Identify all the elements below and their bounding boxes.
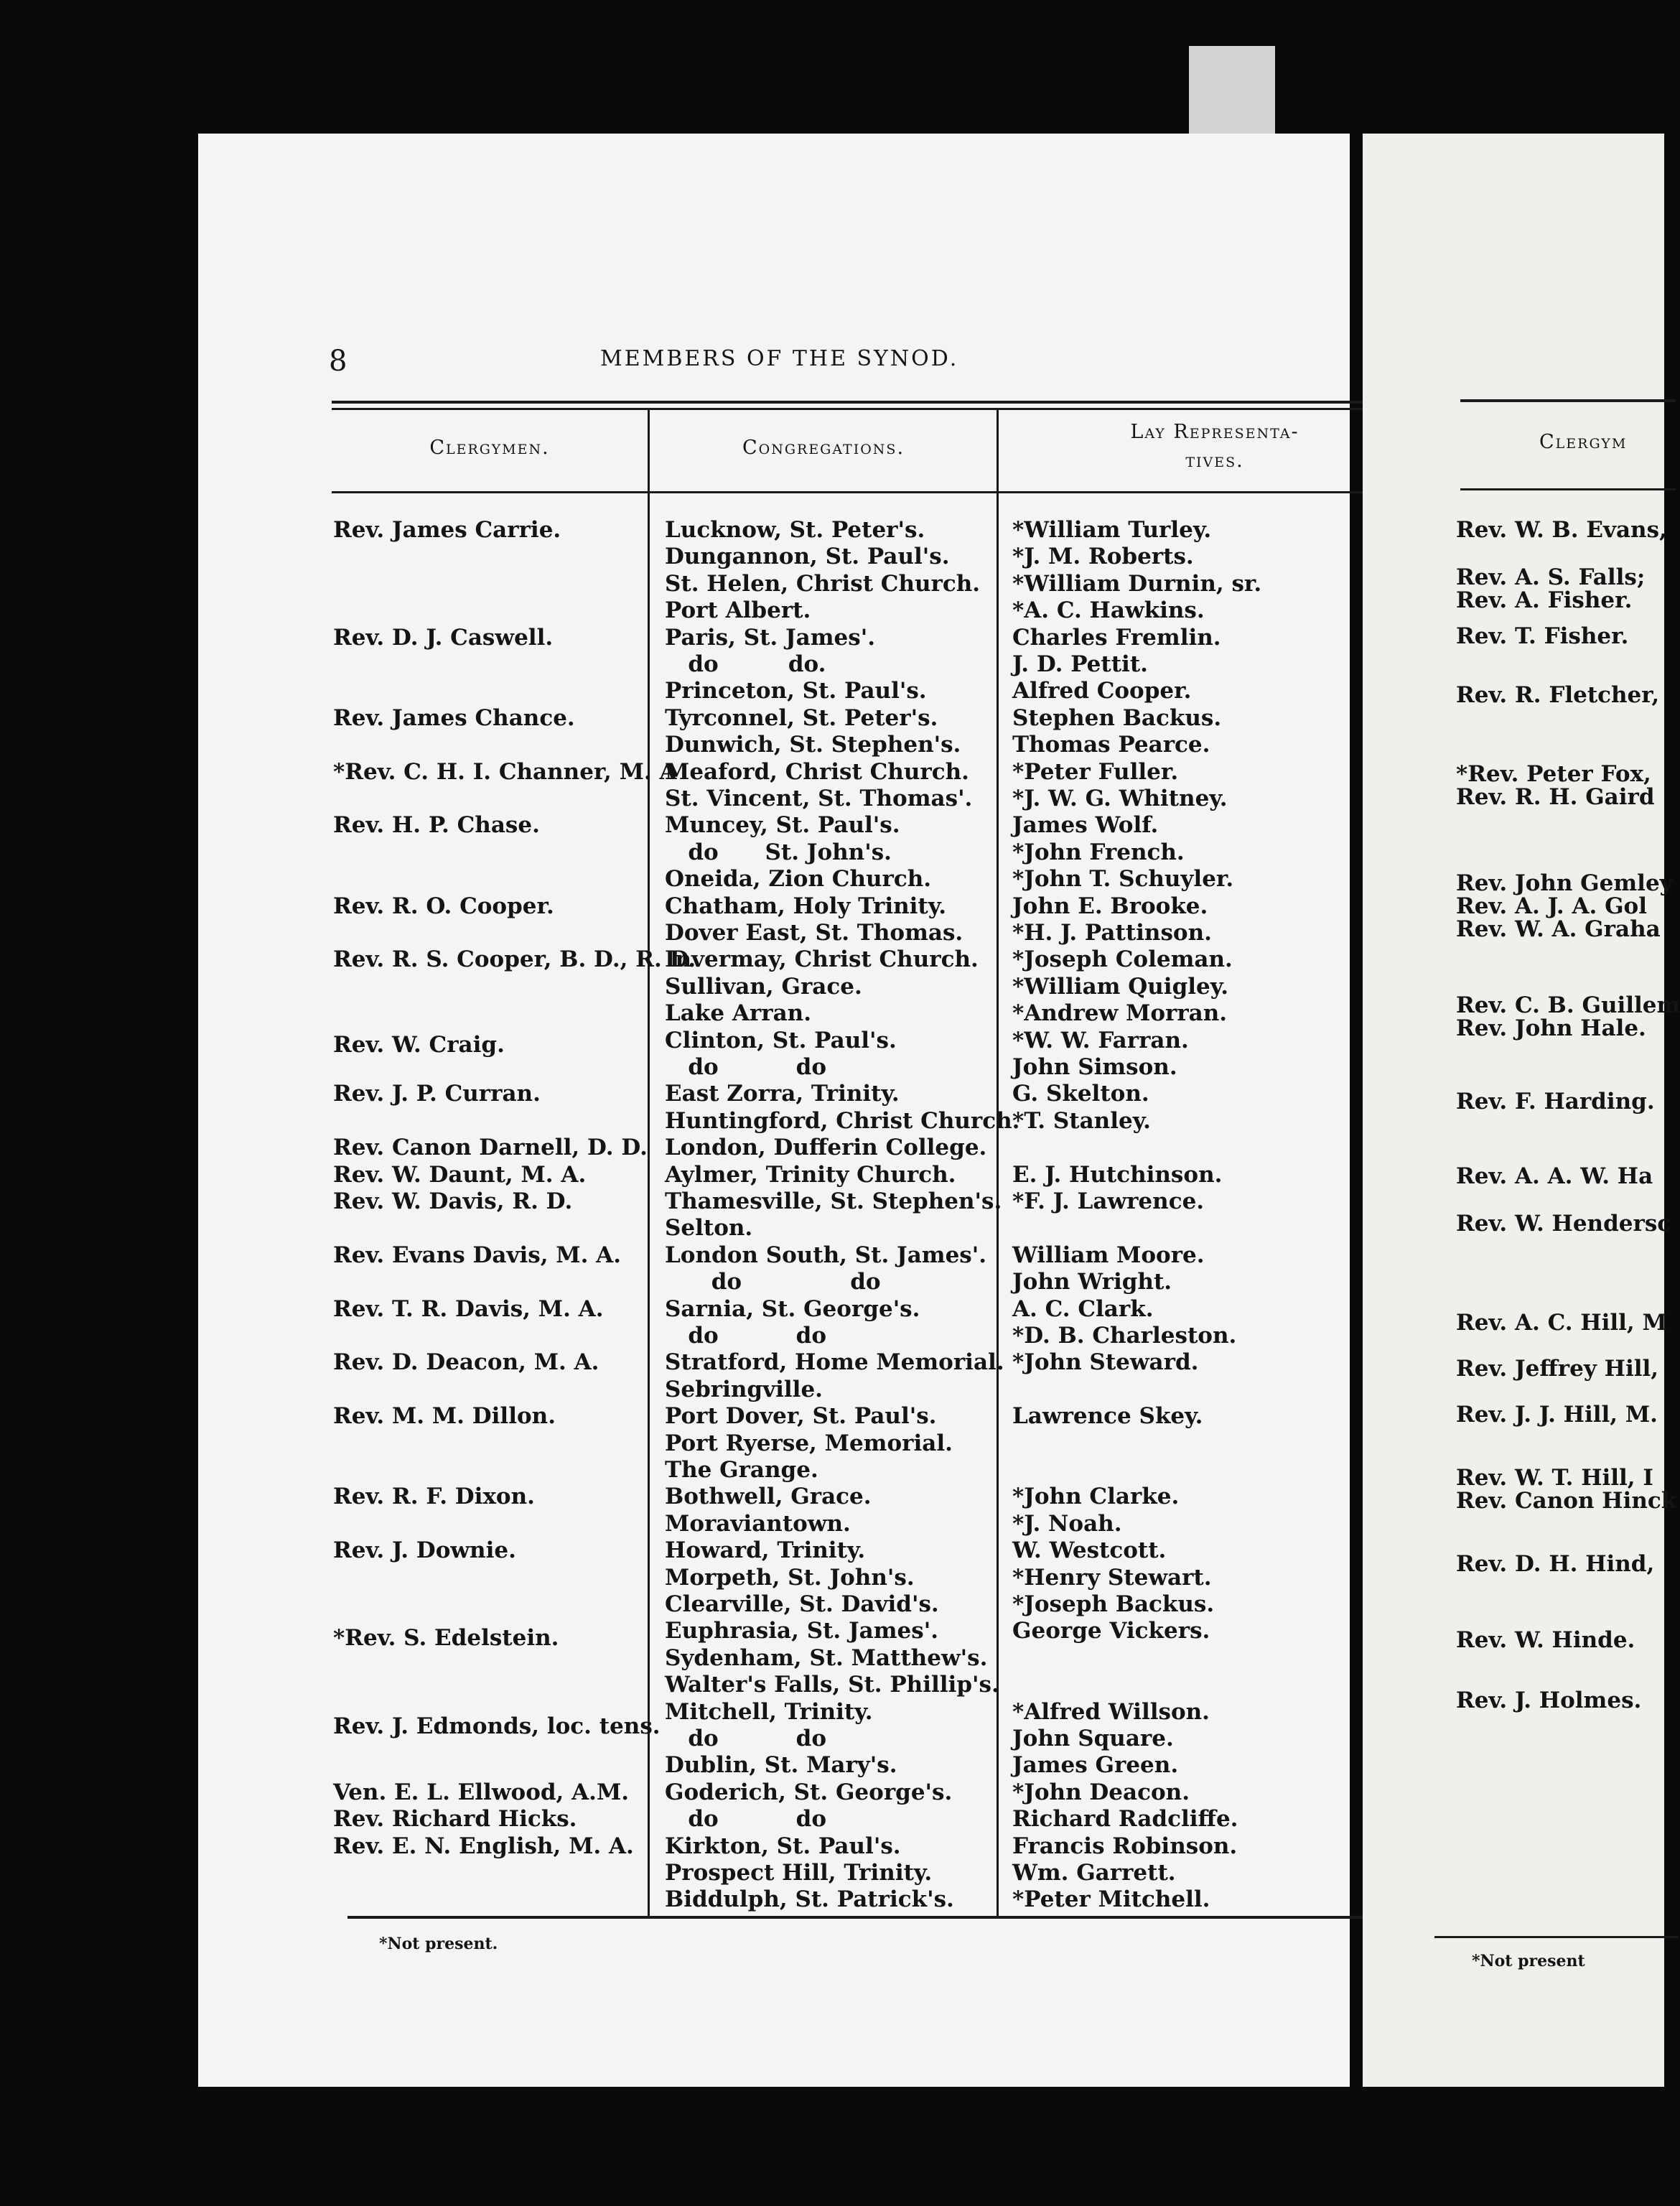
lay-representative: *John French. xyxy=(1012,839,1185,865)
congregation-name: Thamesville, St. Stephen's. xyxy=(665,1188,1002,1214)
lay-representative: Francis Robinson. xyxy=(1012,1833,1238,1859)
lay-representative: *John Clarke. xyxy=(1012,1484,1180,1510)
footnote: *Not present. xyxy=(379,1935,498,1953)
header-bottom-rule xyxy=(332,491,1436,493)
facing-column-header: Clergym xyxy=(1539,431,1628,453)
lay-representative: Thomas Pearce. xyxy=(1012,732,1210,758)
congregation-name: Dover East, St. Thomas. xyxy=(665,920,963,946)
facing-clergy-entry: Rev. A. C. Hill, M xyxy=(1456,1310,1667,1336)
facing-clergy-entry: Rev. W. Hendersc xyxy=(1456,1211,1671,1237)
facing-clergy-entry: Rev. W. A. Graha xyxy=(1456,916,1661,942)
facing-bottom-rule xyxy=(1434,1936,1679,1938)
congregation-name: St. Vincent, St. Thomas'. xyxy=(665,786,973,811)
congregation-name: Goderich, St. George's. xyxy=(665,1779,953,1805)
facing-clergy-entry: Rev. R. H. Gaird xyxy=(1456,784,1655,810)
lay-representative: J. D. Pettit. xyxy=(1012,651,1148,677)
lay-representative: John Simson. xyxy=(1012,1054,1177,1080)
congregation-name: Clinton, St. Paul's. xyxy=(665,1027,897,1053)
congregation-name: Meaford, Christ Church. xyxy=(665,758,969,785)
facing-clergy-entry: Rev. A. Fisher. xyxy=(1456,587,1633,613)
clergyman-name: Rev. D. J. Caswell. xyxy=(333,624,554,651)
column-header-clergymen: Clergymen. xyxy=(429,437,550,459)
congregation-name: Selton. xyxy=(665,1215,753,1242)
congregation-name: Invermay, Christ Church. xyxy=(665,946,979,973)
clergyman-name: Rev. W. Craig. xyxy=(333,1031,505,1058)
congregation-name: Muncey, St. Paul's. xyxy=(665,812,900,839)
lay-representative: *William Durnin, sr. xyxy=(1012,570,1262,597)
lay-representative: Wm. Garrett. xyxy=(1012,1860,1176,1886)
clergyman-name: Rev. E. N. English, M. A. xyxy=(333,1833,634,1859)
lay-representative: *William Turley. xyxy=(1012,517,1212,543)
facing-footnote: *Not present xyxy=(1472,1952,1585,1970)
column-header-lay-representatives: Lay Representa- tives. xyxy=(1130,421,1299,472)
facing-clergy-entry: Rev. W. T. Hill, I xyxy=(1456,1465,1653,1491)
congregation-name: Biddulph, St. Patrick's. xyxy=(665,1886,954,1913)
clergyman-name: Ven. E. L. Ellwood, A.M. xyxy=(333,1779,630,1805)
lay-representative: *J. M. Roberts. xyxy=(1012,544,1194,570)
clergyman-name: Rev. R. F. Dixon. xyxy=(333,1484,535,1510)
clergyman-name: Rev. J. Downie. xyxy=(333,1537,516,1564)
book-page xyxy=(198,134,1350,2087)
congregation-name: St. Helen, Christ Church. xyxy=(665,570,981,597)
congregation-name: Clearville, St. David's. xyxy=(665,1591,939,1617)
lay-representative: *Peter Mitchell. xyxy=(1012,1886,1210,1913)
lay-representative: Charles Fremlin. xyxy=(1012,624,1221,651)
facing-clergy-entry: Rev. D. H. Hind, xyxy=(1456,1551,1655,1577)
facing-clergy-entry: Rev. T. Fisher. xyxy=(1456,623,1629,649)
facing-clergy-entry: *Rev. Peter Fox, xyxy=(1456,761,1651,787)
lay-representative: Lawrence Skey. xyxy=(1012,1403,1203,1430)
lay-representative: *F. J. Lawrence. xyxy=(1012,1188,1205,1214)
lay-representative: *Andrew Morran. xyxy=(1012,1000,1228,1027)
congregation-name: do do. xyxy=(665,651,826,677)
column-divider-1 xyxy=(648,410,650,1917)
lay-representative: *T. Stanley. xyxy=(1012,1107,1151,1134)
lay-representative: W. Westcott. xyxy=(1012,1537,1167,1564)
congregation-name: do do xyxy=(665,1726,827,1751)
congregation-name: Aylmer, Trinity Church. xyxy=(665,1161,956,1188)
page-edge-tab xyxy=(1189,46,1275,139)
lay-representative: *Joseph Backus. xyxy=(1012,1591,1215,1617)
lay-representative: G. Skelton. xyxy=(1012,1081,1149,1107)
clergyman-name: Rev. W. Davis, R. D. xyxy=(333,1188,573,1214)
top-double-rule-1 xyxy=(332,401,1436,404)
facing-clergy-entry: Rev. W. B. Evans, xyxy=(1456,517,1667,543)
congregation-name: Euphrasia, St. James'. xyxy=(665,1618,939,1644)
facing-clergy-entry: Rev. A. S. Falls; xyxy=(1456,564,1646,590)
congregation-name: Walter's Falls, St. Phillip's. xyxy=(665,1672,999,1698)
column-header-congregations: Congregations. xyxy=(742,437,905,459)
congregation-name: Huntingford, Christ Church. xyxy=(665,1107,1020,1134)
congregation-name: Morpeth, St. John's. xyxy=(665,1564,915,1591)
lay-representative: E. J. Hutchinson. xyxy=(1012,1161,1223,1188)
facing-clergy-entry: Rev. A. A. W. Ha xyxy=(1456,1163,1653,1189)
facing-header-rule xyxy=(1460,488,1676,490)
congregation-name: Howard, Trinity. xyxy=(665,1537,866,1564)
facing-clergy-entry: Rev. John Gemley xyxy=(1456,870,1673,896)
facing-page xyxy=(1363,134,1680,2087)
congregation-name: The Grange. xyxy=(665,1457,818,1483)
lay-representative: James Green. xyxy=(1012,1752,1179,1779)
lay-representative: James Wolf. xyxy=(1012,812,1159,839)
congregation-name: Stratford, Home Memorial. xyxy=(665,1349,1004,1376)
congregation-name: Paris, St. James'. xyxy=(665,624,876,651)
clergyman-name: Rev. D. Deacon, M. A. xyxy=(333,1349,599,1376)
congregation-name: Bothwell, Grace. xyxy=(665,1484,872,1510)
lay-representative: John Wright. xyxy=(1012,1269,1172,1295)
lay-representative: Stephen Backus. xyxy=(1012,704,1222,731)
congregation-name: do do xyxy=(665,1269,881,1295)
congregation-name: Dungannon, St. Paul's. xyxy=(665,544,950,570)
congregation-name: Oneida, Zion Church. xyxy=(665,866,932,893)
top-double-rule-2 xyxy=(332,408,1436,410)
clergyman-name: Rev. James Carrie. xyxy=(333,517,561,543)
clergyman-name: *Rev. C. H. I. Channer, M. A xyxy=(333,758,677,785)
facing-clergy-entry: Rev. Canon Hinck xyxy=(1456,1488,1677,1514)
congregation-name: East Zorra, Trinity. xyxy=(665,1081,900,1107)
congregation-name: Moraviantown. xyxy=(665,1510,851,1537)
congregation-name: do St. John's. xyxy=(665,839,892,865)
facing-clergy-entry: Rev. A. J. A. Gol xyxy=(1456,893,1648,919)
congregation-name: Chatham, Holy Trinity. xyxy=(665,893,946,919)
clergyman-name: Rev. R. S. Cooper, B. D., R. D. xyxy=(333,946,696,973)
congregation-name: Sydenham, St. Matthew's. xyxy=(665,1644,988,1671)
lay-representative: *Peter Fuller. xyxy=(1012,758,1179,785)
lay-representative: William Moore. xyxy=(1012,1242,1205,1268)
congregation-name: Princeton, St. Paul's. xyxy=(665,678,927,704)
facing-clergy-entry: Rev. J. J. Hill, M. xyxy=(1456,1402,1658,1428)
lay-representative: *J. Noah. xyxy=(1012,1510,1122,1537)
congregation-name: Lucknow, St. Peter's. xyxy=(665,517,925,543)
lay-representative: A. C. Clark. xyxy=(1012,1295,1154,1322)
lay-representative: *Henry Stewart. xyxy=(1012,1564,1212,1591)
clergyman-name: *Rev. S. Edelstein. xyxy=(333,1625,559,1652)
lay-representative: *Joseph Coleman. xyxy=(1012,946,1233,973)
congregation-name: do do xyxy=(665,1054,827,1080)
lay-representative: *H. J. Pattinson. xyxy=(1012,920,1212,946)
lay-representative: *Alfred Willson. xyxy=(1012,1698,1210,1725)
facing-clergy-entry: Rev. J. Holmes. xyxy=(1456,1688,1642,1713)
clergyman-name: Rev. James Chance. xyxy=(333,704,575,731)
congregation-name: Lake Arran. xyxy=(665,1000,812,1027)
facing-clergy-entry: Rev. F. Harding. xyxy=(1456,1089,1655,1114)
congregation-name: Sebringville. xyxy=(665,1376,823,1402)
clergyman-name: Rev. Richard Hicks. xyxy=(333,1806,577,1833)
lay-representative: *John Steward. xyxy=(1012,1349,1199,1376)
congregation-name: Port Albert. xyxy=(665,597,811,624)
lay-representative: *D. B. Charleston. xyxy=(1012,1323,1237,1349)
lay-representative: Richard Radcliffe. xyxy=(1012,1806,1238,1833)
congregation-name: Sullivan, Grace. xyxy=(665,973,862,1000)
lay-representative: *A. C. Hawkins. xyxy=(1012,597,1205,624)
lay-representative: John Square. xyxy=(1012,1726,1174,1751)
facing-clergy-entry: Rev. Jeffrey Hill, xyxy=(1456,1356,1659,1382)
lay-representative: *John T. Schuyler. xyxy=(1012,866,1234,893)
facing-clergy-entry: Rev. W. Hinde. xyxy=(1456,1627,1635,1653)
congregation-name: Tyrconnel, St. Peter's. xyxy=(665,704,938,731)
lay-representative: *J. W. G. Whitney. xyxy=(1012,786,1228,811)
congregation-name: do do xyxy=(665,1806,827,1833)
clergyman-name: Rev. M. M. Dillon. xyxy=(333,1403,556,1430)
clergyman-name: Rev. J. Edmonds, loc. tens. xyxy=(333,1713,661,1739)
congregation-name: Dunwich, St. Stephen's. xyxy=(665,732,961,758)
clergyman-name: Rev. Evans Davis, M. A. xyxy=(333,1242,622,1268)
congregation-name: Port Dover, St. Paul's. xyxy=(665,1403,937,1430)
lay-representative: *W. W. Farran. xyxy=(1012,1027,1189,1053)
clergyman-name: Rev. W. Daunt, M. A. xyxy=(333,1161,587,1188)
lay-representative: *John Deacon. xyxy=(1012,1779,1190,1805)
page-number: 8 xyxy=(329,345,347,378)
clergyman-name: Rev. R. O. Cooper. xyxy=(333,893,554,919)
clergyman-name: Rev. T. R. Davis, M. A. xyxy=(333,1295,604,1322)
facing-clergy-entry: Rev. John Hale. xyxy=(1456,1015,1646,1041)
clergyman-name: Rev. J. P. Curran. xyxy=(333,1081,541,1107)
congregation-name: London, Dufferin College. xyxy=(665,1135,987,1161)
congregation-name: Sarnia, St. George's. xyxy=(665,1295,920,1322)
congregation-name: London South, St. James'. xyxy=(665,1242,987,1268)
facing-clergy-entry: Rev. C. B. Guillem xyxy=(1456,992,1680,1018)
lay-representative: John E. Brooke. xyxy=(1012,893,1208,919)
facing-clergy-entry: Rev. R. Fletcher, xyxy=(1456,682,1660,708)
clergyman-name: Rev. H. P. Chase. xyxy=(333,812,540,839)
congregation-name: Mitchell, Trinity. xyxy=(665,1698,873,1725)
page-title: MEMBERS OF THE SYNOD. xyxy=(600,346,959,371)
table-bottom-rule xyxy=(347,1916,1432,1919)
congregation-name: Kirkton, St. Paul's. xyxy=(665,1833,901,1859)
lay-representative: George Vickers. xyxy=(1012,1618,1210,1644)
congregation-name: Port Ryerse, Memorial. xyxy=(665,1430,953,1456)
congregation-name: do do xyxy=(665,1323,827,1349)
lay-representative: *William Quigley. xyxy=(1012,973,1229,1000)
facing-top-rule xyxy=(1460,399,1676,402)
congregation-name: Prospect Hill, Trinity. xyxy=(665,1860,933,1886)
congregation-name: Dublin, St. Mary's. xyxy=(665,1752,897,1779)
lay-representative: Alfred Cooper. xyxy=(1012,678,1192,704)
clergyman-name: Rev. Canon Darnell, D. D. xyxy=(333,1135,648,1161)
